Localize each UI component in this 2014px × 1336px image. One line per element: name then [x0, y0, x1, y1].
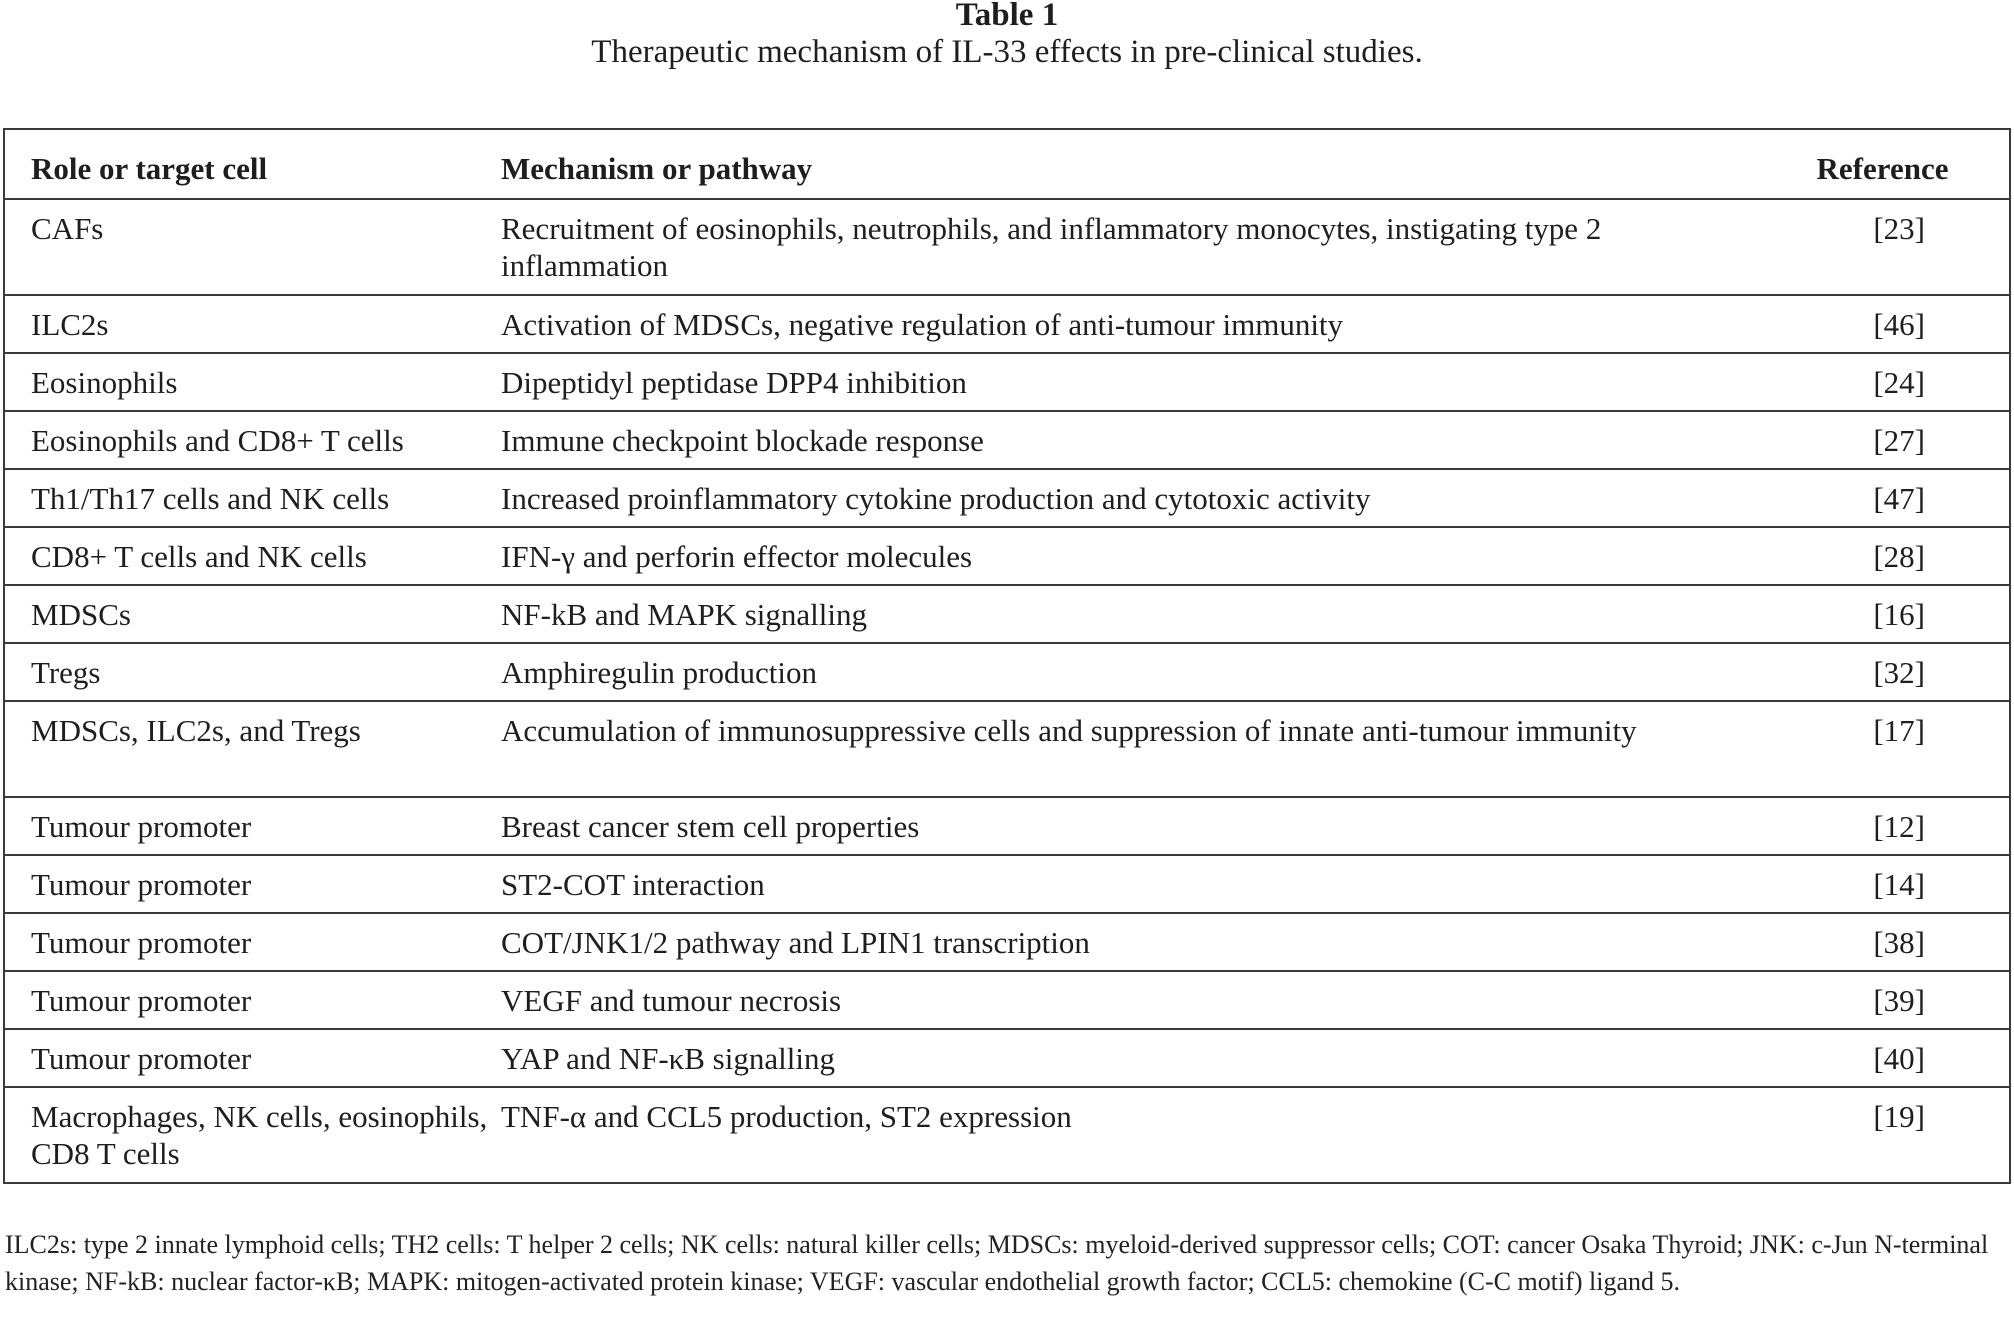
table-title: Therapeutic mechanism of IL-33 effects in pre-clinical studies. [591, 34, 1423, 70]
cell-reference: [47] [1774, 469, 2010, 527]
table-row [4, 353, 2010, 411]
cell-reference: [28] [1774, 527, 2010, 585]
cell-role: Tumour promoter [4, 797, 501, 855]
cell-mechanism: Breast cancer stem cell properties [501, 797, 1774, 855]
cell-mechanism: ST2-COT interaction [501, 855, 1774, 913]
table-row [4, 1029, 2010, 1087]
cell-mechanism: Activation of MDSCs, negative regulation of anti-tumour immunity [501, 295, 1774, 353]
table-row [4, 469, 2010, 527]
cell-role: Th1/Th17 cells and NK cells [4, 469, 501, 527]
cell-role: Eosinophils and CD8+ T cells [4, 411, 501, 469]
mechanism-table [3, 128, 2011, 1184]
cell-reference: [19] [1774, 1087, 2010, 1183]
cell-mechanism: NF-kB and MAPK signalling [501, 585, 1774, 643]
table-row [4, 1087, 2010, 1183]
table-row [4, 701, 2010, 797]
cell-role: CAFs [4, 199, 501, 295]
table-row [4, 971, 2010, 1029]
cell-role: Tumour promoter [4, 971, 501, 1029]
cell-mechanism: Amphiregulin production [501, 643, 1774, 701]
cell-reference: [40] [1774, 1029, 2010, 1087]
cell-role: Tumour promoter [4, 1029, 501, 1087]
cell-mechanism: COT/JNK1/2 pathway and LPIN1 transcription [501, 913, 1774, 971]
table-row [4, 797, 2010, 855]
cell-role: MDSCs, ILC2s, and Tregs [4, 701, 501, 797]
cell-role: Eosinophils [4, 353, 501, 411]
cell-mechanism: Accumulation of immunosuppressive cells and suppression of innate anti-tumour immunity [501, 701, 1774, 797]
cell-reference: [12] [1774, 797, 2010, 855]
cell-reference: [32] [1774, 643, 2010, 701]
cell-reference: [38] [1774, 913, 2010, 971]
table-row [4, 855, 2010, 913]
table-row [4, 411, 2010, 469]
cell-role: Tumour promoter [4, 913, 501, 971]
table-row [4, 295, 2010, 353]
cell-reference: [14] [1774, 855, 2010, 913]
cell-mechanism: Immune checkpoint blockade response [501, 411, 1774, 469]
cell-role: Macrophages, NK cells, eosinophils, CD8 T cells [4, 1087, 501, 1183]
cell-reference: [46] [1774, 295, 2010, 353]
table-row [4, 913, 2010, 971]
cell-reference: [24] [1774, 353, 2010, 411]
table-header-row [4, 129, 2010, 199]
table-footnote: ILC2s: type 2 innate lymphoid cells; TH2 cells: T helper 2 cells; NK cells: natural killer cells; MDSCs: myeloid-derived suppressor cells; COT: cancer Osaka Thyroid; JNK: c-Jun N-terminal kinase; NF-kB: nuclear factor-κB; MAPK: mitogen-activated protein kinase; VEGF: vascular endothelial growth factor; CCL5: chemokine (C-C motif) ligand 5. [5, 1230, 1989, 1296]
table-row [4, 585, 2010, 643]
table-row [4, 527, 2010, 585]
cell-role: CD8+ T cells and NK cells [4, 527, 501, 585]
cell-reference: [27] [1774, 411, 2010, 469]
cell-reference: [17] [1774, 701, 2010, 797]
cell-role: Tregs [4, 643, 501, 701]
cell-mechanism: TNF-α and CCL5 production, ST2 expression [501, 1087, 1774, 1183]
table-row [4, 199, 2010, 295]
cell-mechanism: IFN-γ and perforin effector molecules [501, 527, 1774, 585]
header-role: Role or target cell [4, 129, 501, 199]
table-row [4, 643, 2010, 701]
cell-reference: [16] [1774, 585, 2010, 643]
header-mechanism: Mechanism or pathway [501, 129, 1774, 199]
cell-mechanism: Increased proinflammatory cytokine production and cytotoxic activity [501, 469, 1774, 527]
cell-mechanism: YAP and NF-κB signalling [501, 1029, 1774, 1087]
cell-mechanism: Recruitment of eosinophils, neutrophils, and inflammatory monocytes, instigating type 2 inflammation [501, 199, 1774, 295]
cell-mechanism: Dipeptidyl peptidase DPP4 inhibition [501, 353, 1774, 411]
header-reference: Reference [1774, 129, 2010, 199]
cell-role: MDSCs [4, 585, 501, 643]
cell-role: ILC2s [4, 295, 501, 353]
cell-role: Tumour promoter [4, 855, 501, 913]
cell-reference: [39] [1774, 971, 2010, 1029]
cell-reference: [23] [1774, 199, 2010, 295]
table-label: Table 1 [955, 0, 1059, 33]
cell-mechanism: VEGF and tumour necrosis [501, 971, 1774, 1029]
table-caption [0, 0, 2014, 72]
